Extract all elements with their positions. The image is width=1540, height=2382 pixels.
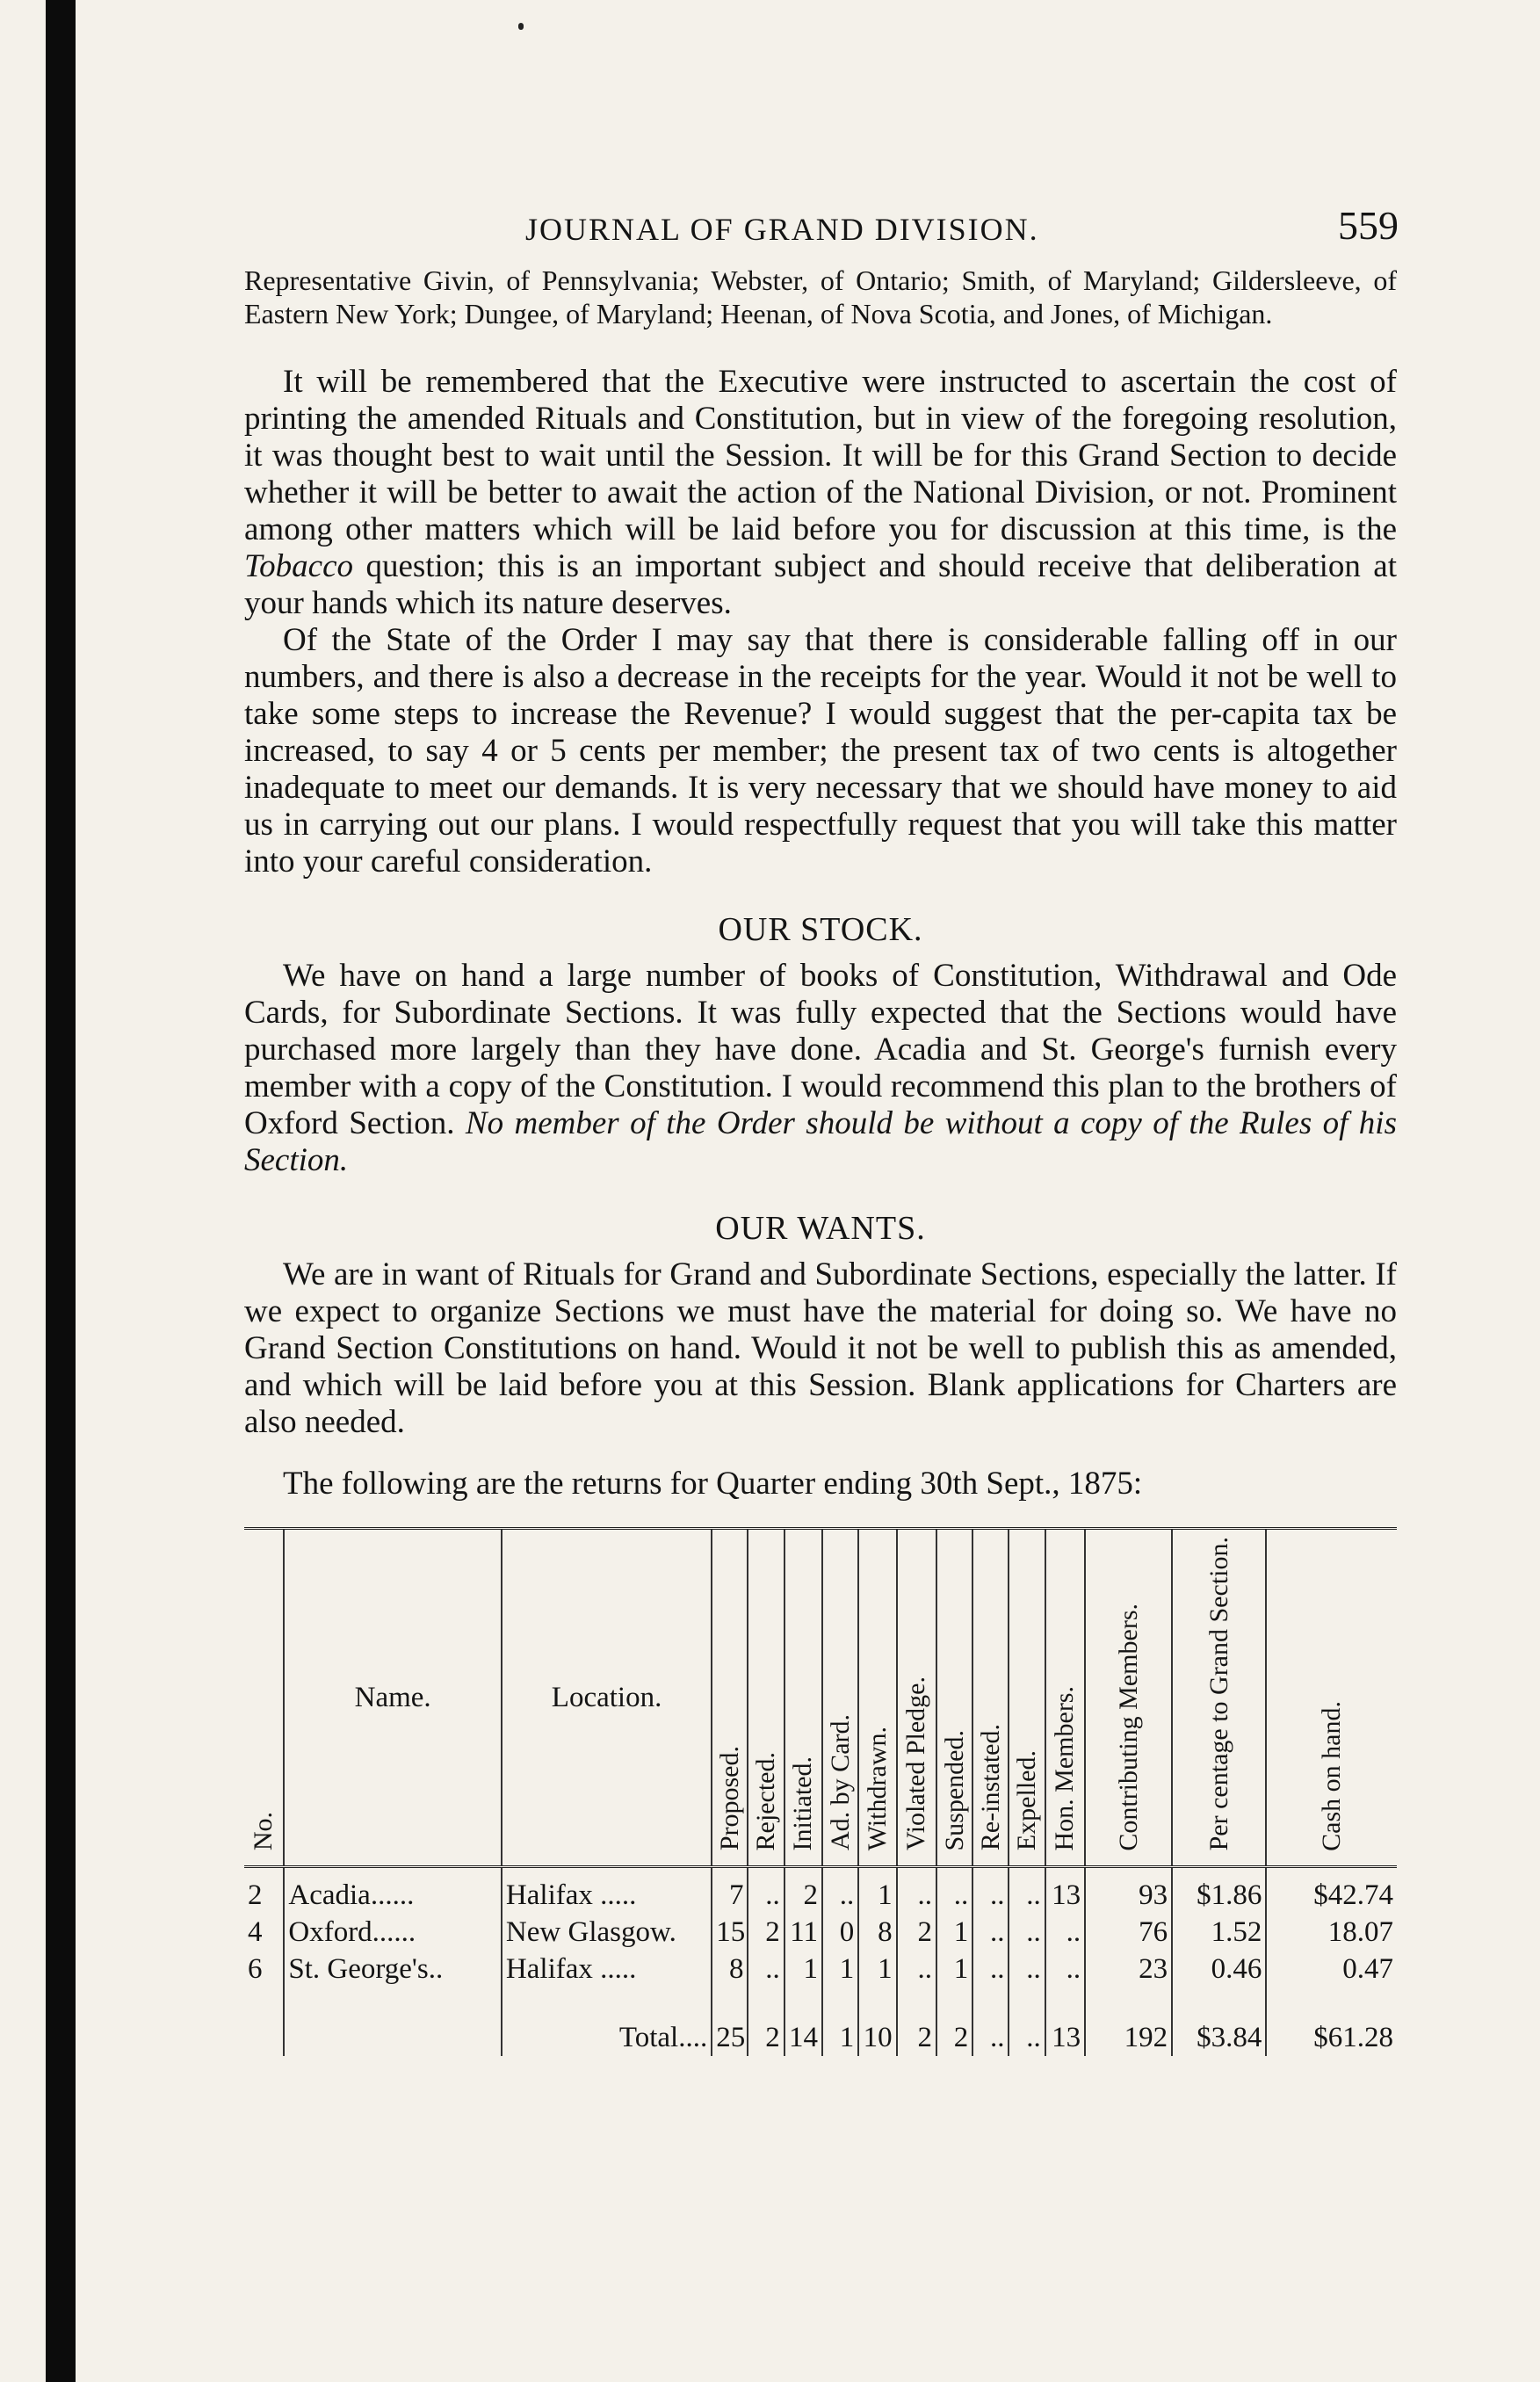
returns-intro: The following are the returns for Quarter ending 30th Sept., 1875: (283, 1466, 1143, 1502)
table-total-row (244, 1987, 1397, 2056)
col-proposed: Proposed. (712, 1529, 748, 1867)
col-reinstated: Re-instated. (972, 1529, 1009, 1867)
cell-proposed: 8 (712, 1951, 748, 1987)
cell-empty (284, 1987, 502, 2056)
total-per-centage: $3.84 (1172, 1987, 1266, 2056)
col-contributing: Contributing Members. (1085, 1529, 1172, 1867)
cell-location: New Glasgow. (502, 1914, 712, 1951)
table-row (244, 1951, 1397, 1987)
cell-rejected: .. (748, 1951, 784, 1987)
cell-hon: 13 (1045, 1867, 1085, 1915)
cell-name: St. George's.. (284, 1951, 502, 1987)
table-row (244, 1867, 1397, 1915)
cell-hon: .. (1045, 1914, 1085, 1951)
col-per-centage: Per centage to Grand Section. (1172, 1529, 1266, 1867)
col-location: Location. (502, 1529, 712, 1867)
cell-violated: .. (897, 1867, 936, 1915)
cell-cash: 0.47 (1266, 1951, 1397, 1987)
col-initiated: Initiated. (784, 1529, 822, 1867)
table-row (244, 1914, 1397, 1951)
cell-ad-by-card: 0 (822, 1914, 858, 1951)
total-hon: 13 (1045, 1987, 1085, 2056)
total-violated: 2 (897, 1987, 936, 2056)
cell-empty (244, 1987, 284, 2056)
total-contributing: 192 (1085, 1987, 1172, 2056)
cell-per-centage: 0.46 (1172, 1951, 1266, 1987)
total-suspended: 2 (936, 1987, 972, 2056)
cell-ad-by-card: .. (822, 1867, 858, 1915)
scan-speck (518, 23, 524, 30)
total-expelled: .. (1009, 1987, 1045, 2056)
cell-suspended: .. (936, 1867, 972, 1915)
paragraph-stock (244, 958, 1397, 1179)
cell-name: Acadia...... (284, 1867, 502, 1915)
tobacco-italic: Tobacco (244, 548, 354, 584)
cell-proposed: 15 (712, 1914, 748, 1951)
cell-initiated: 1 (784, 1951, 822, 1987)
cell-initiated: 11 (784, 1914, 822, 1951)
cell-reinstated: .. (972, 1951, 1009, 1987)
cell-reinstated: .. (972, 1867, 1009, 1915)
cell-ad-by-card: 1 (822, 1951, 858, 1987)
cell-withdrawn: 1 (858, 1867, 896, 1915)
total-withdrawn: 10 (858, 1987, 896, 2056)
cell-expelled: .. (1009, 1914, 1045, 1951)
page-number: 559 (1338, 203, 1399, 248)
cell-violated: .. (897, 1951, 936, 1987)
cell-no: 4 (248, 1915, 263, 1948)
cell-proposed: 7 (712, 1867, 748, 1915)
paragraph-rituals-end: question; this is an important subject and should receive that deliberation at your hands which its nature deserves. (244, 548, 1398, 621)
cell-contributing: 23 (1085, 1951, 1172, 1987)
cell-contributing: 76 (1085, 1914, 1172, 1951)
scan-edge-shadow (46, 0, 76, 2382)
paragraph-wants: We are in want of Rituals for Grand and Subordinate Sections, especially the latter. If we expect to organize Sections we must have the material for doing so. We have no Grand Section Constitutions on hand. Would it not be well to publish this as amended, and which will be laid before you at this Session. Blank applications for Charters are also needed. (244, 1256, 1397, 1440)
cell-initiated: 2 (784, 1867, 822, 1915)
cell-no: 6 (248, 1952, 263, 1985)
cell-contributing: 93 (1085, 1867, 1172, 1915)
total-rejected: 2 (748, 1987, 784, 2056)
col-name: Name. (284, 1529, 502, 1867)
col-ad-by-card: Ad. by Card. (822, 1529, 858, 1867)
page (244, 202, 1397, 2056)
cell-location: Halifax ..... (502, 1951, 712, 1987)
paragraph-rituals-text: It will be remembered that the Executive were instructed to ascertain the cost of printing the amended Rituals and Constitution, but in view of the foregoing resolution, it was thought best to wait until the Session. It will be for this Grand Section to decide whether it will be better to await the action of the National Division, or not. Prominent among other matters which will be laid before you for discussion at this time, is the (244, 364, 1397, 547)
col-expelled: Expelled. (1009, 1529, 1045, 1867)
col-withdrawn: Withdrawn. (858, 1529, 896, 1867)
returns-table (244, 1527, 1397, 2056)
total-cash: $61.28 (1266, 1987, 1397, 2056)
cell-reinstated: .. (972, 1914, 1009, 1951)
table-header-row (244, 1529, 1397, 1867)
col-hon-members: Hon. Members. (1045, 1529, 1085, 1867)
cell-suspended: 1 (936, 1914, 972, 1951)
heading-our-wants: OUR WANTS. (715, 1210, 926, 1247)
total-label: Total.... (502, 1987, 712, 2056)
cell-per-centage: $1.86 (1172, 1867, 1266, 1915)
col-no: No. (244, 1529, 284, 1867)
total-reinstated: .. (972, 1987, 1009, 2056)
paragraph-stock-text: We have on hand a large number of books of Constitution, Withdrawal and Ode Cards, for Subordinate Sections. It was fully expected that the Sections would have purchased more largely than they have done. Acadia and St. George's furnish every member with a copy of the Constitution. I would recommend this plan to the brothers of Oxford Section. (244, 958, 1397, 1141)
total-initiated: 14 (784, 1987, 822, 2056)
cell-withdrawn: 1 (858, 1951, 896, 1987)
cell-suspended: 1 (936, 1951, 972, 1987)
total-ad-by-card: 1 (822, 1987, 858, 2056)
paragraph-rituals (244, 364, 1397, 622)
col-rejected: Rejected. (748, 1529, 784, 1867)
cell-rejected: 2 (748, 1914, 784, 1951)
col-violated-pledge: Violated Pledge. (897, 1529, 936, 1867)
cell-name: Oxford...... (284, 1914, 502, 1951)
heading-our-stock: OUR STOCK. (718, 911, 923, 948)
cell-per-centage: 1.52 (1172, 1914, 1266, 1951)
paragraph-representatives: Representative Givin, of Pennsylvania; Webster, of Ontario; Smith, of Maryland; Gildersleeve, of Eastern New York; Dungee, of Maryland; Heenan, of Nova Scotia, and Jones, of Michigan. (244, 264, 1397, 329)
col-cash: Cash on hand. (1266, 1529, 1397, 1867)
cell-expelled: .. (1009, 1867, 1045, 1915)
cell-cash: 18.07 (1266, 1914, 1397, 1951)
col-suspended: Suspended. (936, 1529, 972, 1867)
cell-location: Halifax ..... (502, 1867, 712, 1915)
cell-violated: 2 (897, 1914, 936, 1951)
cell-expelled: .. (1009, 1951, 1045, 1987)
stock-italic: No member of the Order should be without a copy of the Rules of his Section. (244, 1105, 1397, 1178)
cell-no: 2 (248, 1879, 263, 1911)
page-header (244, 202, 1397, 264)
cell-withdrawn: 8 (858, 1914, 896, 1951)
cell-rejected: .. (748, 1867, 784, 1915)
running-head: JOURNAL OF GRAND DIVISION. (525, 212, 1039, 247)
total-proposed: 25 (712, 1987, 748, 2056)
paragraph-state-of-order: Of the State of the Order I may say that there is considerable falling off in our numbers, and there is also a decrease in the receipts for the year. Would it not be well to take some steps to increase the Revenue? I would suggest that the per-capita tax be increased, to say 4 or 5 cents per member; the present tax of two cents is altogether inadequate to meet our demands. It is very necessary that we should have money to aid us in carrying out our plans. I would respectfully request that you will take this matter into your careful consideration. (244, 622, 1397, 880)
cell-hon: .. (1045, 1951, 1085, 1987)
cell-cash: $42.74 (1266, 1867, 1397, 1915)
